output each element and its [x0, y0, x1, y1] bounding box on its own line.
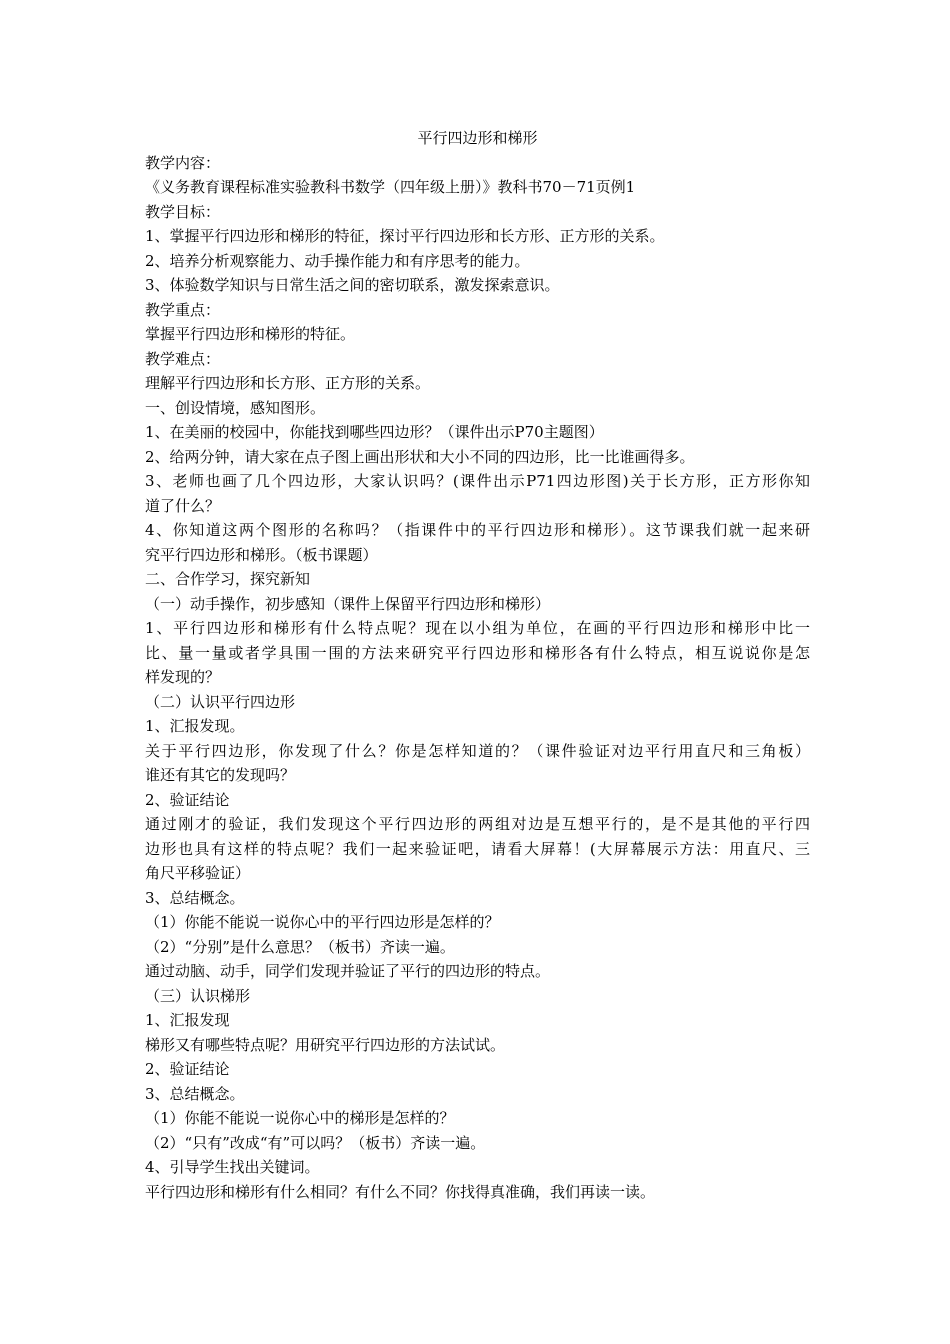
- text-line: 教学难点：: [145, 349, 221, 368]
- text-line: （一）动手操作，初步感知（课件上保留平行四边形和梯形）: [145, 594, 551, 613]
- text-line: 通过刚才的验证，我们发现这个平行四边形的两组对边是互想平行的，是不是其他的平行四: [145, 815, 810, 833]
- text-line: 角尺平移验证）: [145, 864, 251, 882]
- text-line: 究平行四边形和梯形。（板书课题）: [145, 545, 378, 564]
- text-line: （2）“只有”改成“有”可以吗？（板书）齐读一遍。: [145, 1133, 486, 1152]
- text-line: 1、汇报发现: [145, 1011, 230, 1029]
- text-line: 1、在美丽的校园中，你能找到哪些四边形？（课件出示P70主题图）: [145, 423, 604, 441]
- text-line: 理解平行四边形和长方形、正方形的关系。: [145, 374, 431, 392]
- text-line: 道了什么？: [145, 496, 221, 515]
- text-line: 3、总结概念。: [145, 1084, 245, 1103]
- text-line: 教学目标：: [145, 202, 221, 221]
- text-line: 关于平行四边形，你发现了什么？你是怎样知道的？（课件验证对边平行用直尺和三角板）: [145, 741, 810, 760]
- text-line: （1）你能不能说一说你心中的平行四边形是怎样的？: [145, 913, 500, 931]
- text-line: 1、掌握平行四边形和梯形的特征，探讨平行四边形和长方形、正方形的关系。: [145, 227, 665, 245]
- text-line: 3、总结概念。: [145, 888, 245, 907]
- text-line: 2、培养分析观察能力、动手操作能力和有序思考的能力。: [145, 251, 530, 270]
- text-line: 一、创设情境，感知图形。: [145, 398, 326, 417]
- text-line: 1、平行四边形和梯形有什么特点呢？现在以小组为单位，在画的平行四边形和梯形中比一: [145, 619, 810, 637]
- text-line: 《义务教育课程标准实验教科书数学（四年级上册）》教科书70－71页例1: [145, 178, 636, 196]
- text-line: 样发现的？: [145, 668, 221, 686]
- text-line: （三）认识梯形: [145, 986, 251, 1005]
- document-page: [145, 126, 810, 1204]
- text-line: 比、量一量或者学具围一围的方法来研究平行四边形和梯形各有什么特点，相互说说你是怎: [145, 643, 810, 662]
- text-line: （1）你能不能说一说你心中的梯形是怎样的？: [145, 1109, 455, 1127]
- document-body: [145, 151, 810, 1205]
- text-line: 3、体验数学知识与日常生活之间的密切联系，激发探索意识。: [145, 276, 560, 294]
- text-line: 4、引导学生找出关键词。: [145, 1158, 320, 1176]
- text-line: 掌握平行四边形和梯形的特征。: [145, 325, 356, 343]
- text-line: 教学内容：: [145, 153, 221, 172]
- text-line: 二、合作学习，探究新知: [145, 570, 311, 588]
- text-line: 4、你知道这两个图形的名称吗？（指课件中的平行四边形和梯形）。这节课我们就一起来研: [145, 521, 810, 539]
- text-line: （二）认识平行四边形: [145, 692, 296, 711]
- text-line: 边形也具有这样的特点呢？我们一起来验证吧，请看大屏幕！(大屏幕展示方法：用直尺、三: [145, 839, 810, 858]
- text-line: 教学重点：: [145, 300, 221, 319]
- text-line: 2、验证结论: [145, 1060, 230, 1078]
- text-line: 3、老师也画了几个四边形，大家认识吗？(课件出示P71四边形图)关于长方形，正方形你知: [145, 472, 810, 490]
- text-line: 梯形又有哪些特点呢？用研究平行四边形的方法试试。: [145, 1035, 506, 1054]
- text-line: 平行四边形和梯形有什么相同？有什么不同？你找得真准确，我们再读一读。: [145, 1182, 656, 1201]
- text-line: 2、验证结论: [145, 790, 230, 809]
- text-line: 1、汇报发现。: [145, 717, 245, 735]
- document-title: 平行四边形和梯形: [417, 129, 538, 147]
- text-line: 通过动脑、动手，同学们发现并验证了平行的四边形的特点。: [145, 962, 551, 980]
- text-line: （2）“分别”是什么意思？（板书）齐读一遍。: [145, 937, 455, 956]
- text-line: 谁还有其它的发现吗？: [145, 766, 296, 784]
- text-line: 2、给两分钟，请大家在点子图上画出形状和大小不同的四边形，比一比谁画得多。: [145, 447, 695, 466]
